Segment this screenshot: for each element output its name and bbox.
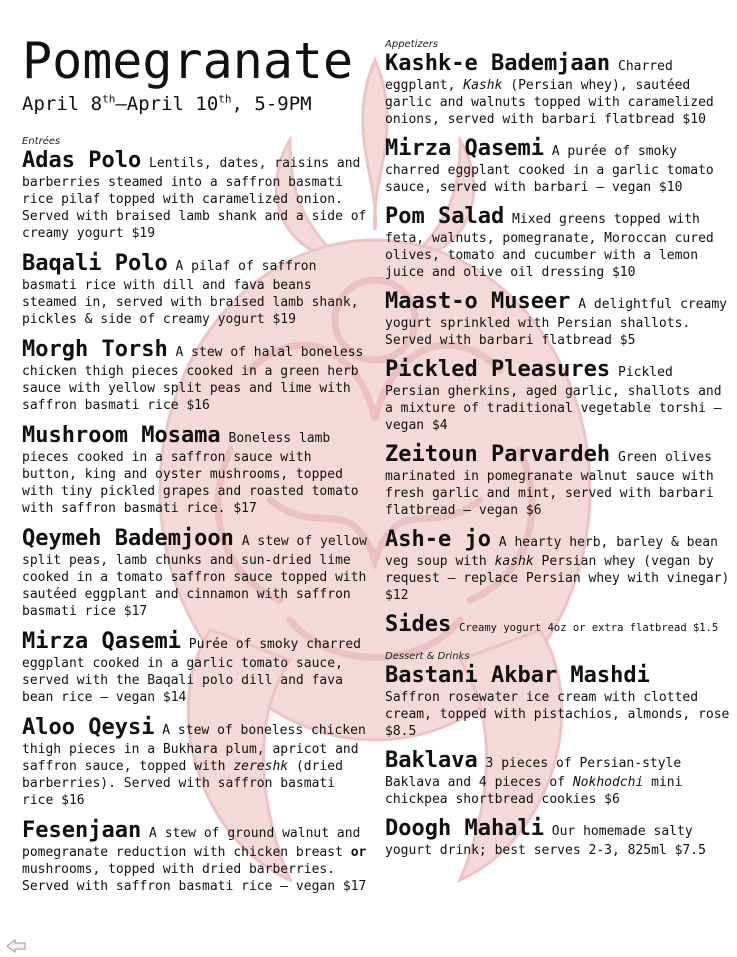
menu-item [385,816,730,859]
left-column [22,0,367,904]
menu-item [385,51,730,128]
dish-description: Our homemade salty yogurt drink; best serves 2-3, 825ml $7.5 [385,824,706,858]
dish-name: Morgh Torsh [22,337,168,362]
dish-name: Ash-e jo [385,527,491,552]
sides-item [385,612,730,641]
dish-description: A delightful creamy yogurt sprinkled with Persian shallots. Served with barbari flatbread $5 [385,297,727,348]
dish-description: A stew of halal boneless chicken thigh pieces cooked in a green herb sauce with yellow split peas and lime with saffron basmati rice $16 [22,345,364,413]
dish-description: Green olives marinated in pomegranate walnut sauce with fresh garlic and mint, served with barbari flatbread – vegan $6 [385,450,714,518]
dish-description: Boneless lamb pieces cooked in a saffron sauce with button, king and oyster mushrooms, topped with tiny pickled grapes and roasted tomato with saffron basmati rice. $17 [22,431,359,516]
dish-name: Maast-o Museer [385,289,571,314]
appetizers-heading: Appetizers [385,39,439,50]
menu-item [385,136,730,196]
dish-description: Lentils, dates, raisins and barberries steamed into a saffron basmati rice pilaf topped with caramelized onion. Served with braised lamb shank and a side of creamy yogurt $19 [22,156,367,241]
menu-item [385,442,730,519]
dish-name: Mushroom Mosama [22,423,221,448]
back-arrow-icon[interactable] [6,939,26,953]
dish-description: A stew of ground walnut and pomegranate reduction with chicken breast or mushrooms, topped with dried barberries. Served with saffron basmati rice – vegan $17 [22,826,367,894]
dish-name: Bastani Akbar Mashdi [385,663,650,688]
dish-name: Mirza Qasemi [22,629,181,654]
dish-name: Aloo Qeysi [22,715,155,740]
dish-name: Zeitoun Parvardeh [385,442,611,467]
dish-description: Charred eggplant, Kashk (Persian whey), sautéed garlic and walnuts topped with caramelized onions, served with barbari flatbread $10 [385,59,714,127]
entrees-heading: Entrées [22,136,61,147]
dish-name: Baqali Polo [22,251,168,276]
menu-item [22,526,367,620]
dish-description: Pickled Persian gherkins, aged garlic, shallots and a mixture of traditional vegetable torshi – vegan $4 [385,365,722,433]
dessert-drinks-heading: Dessert & Drinks [385,651,470,662]
menu-item [22,629,367,706]
menu-item [385,748,730,808]
dish-description: A purée of smoky charred eggplant cooked in a garlic tomato sauce, served with barbari – vegan $10 [385,144,714,195]
dish-name: Baklava [385,748,478,773]
dish-description: Saffron rosewater ice cream with clotted cream, topped with pistachios, almonds, rose $8.5 [385,690,730,739]
menu-item [22,818,367,895]
menu-item [385,663,730,740]
dish-name: Mirza Qasemi [385,136,544,161]
dish-description: A stew of boneless chicken thigh pieces in a Bukhara plum, apricot and saffron sauce, topped with zereshk (dried barberries). Served with saffron basmati rice $16 [22,723,366,808]
dish-name: Qeymeh Bademjoon [22,526,234,551]
dish-description: 3 pieces of Persian-style Baklava and 4 pieces of Nokhodchi mini chickpea shortbread cookies $6 [385,756,683,807]
dish-description: Purée of smoky charred eggplant cooked in a garlic tomato sauce, served with the Baqali polo dill and fava bean rice – vegan $14 [22,637,361,705]
dish-description: A hearty herb, barley & bean veg soup with kashk Persian whey (vegan by request – replace Persian whey with vinegar) $12 [385,535,730,603]
dish-name: Sides [385,612,452,637]
menu-item [22,423,367,517]
dish-description: A pilaf of saffron basmati rice with dill and fava beans steamed in, served with braised lamb shank, pickles & side of creamy yogurt $19 [22,259,359,327]
event-dates: April 8th–April 10th, 5-9PM [22,92,312,115]
menu-item [22,148,367,242]
menu-item [385,527,730,604]
menu-item [22,337,367,414]
dish-description: Creamy yogurt 4oz or extra flatbread $1.5 [459,622,719,634]
dish-name: Pickled Pleasures [385,357,611,382]
dish-name: Pom Salad [385,204,505,229]
restaurant-title: Pomegranate [22,32,354,90]
menu-item [385,204,730,281]
menu-item [385,289,730,349]
menu-item [385,357,730,434]
dish-description: Mixed greens topped with feta, walnuts, pomegranate, Moroccan cured olives, tomato and cucumber with a lemon juice and olive oil dressing $10 [385,212,714,280]
dish-description: A stew of yellow split peas, lamb chunks and sun-dried lime cooked in a tomato saffron sauce topped with sautéed eggplant and cinnamon with saffron basmati rice $17 [22,534,367,619]
dish-name: Adas Polo [22,148,142,173]
right-column [385,0,730,867]
menu-item [22,251,367,328]
menu-item [22,715,367,809]
dish-name: Fesenjaan [22,818,142,843]
dish-name: Kashk-e Bademjaan [385,51,611,76]
dish-name: Doogh Mahali [385,816,544,841]
